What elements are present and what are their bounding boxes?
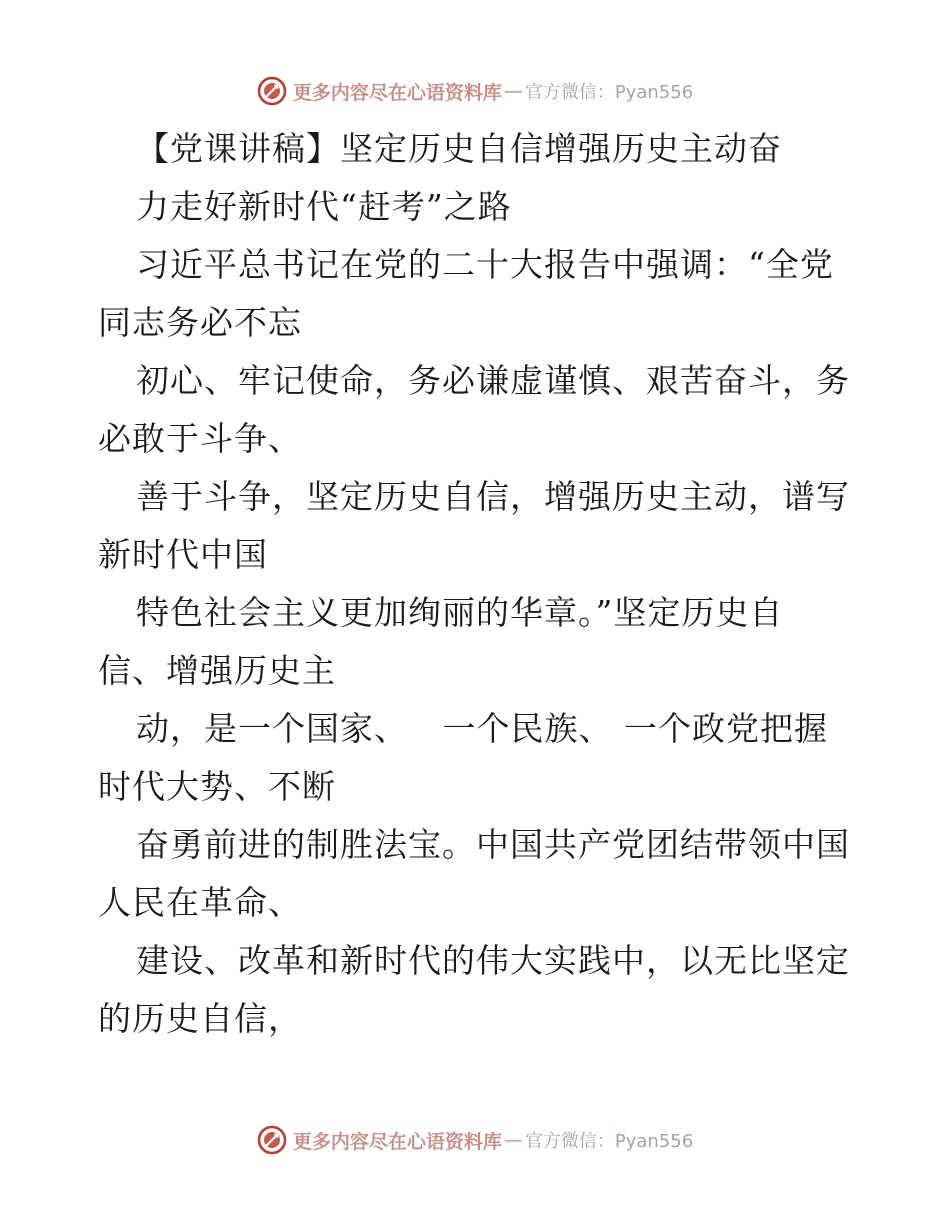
paragraph-line: 建设、改革和新时代的伟大实践中，以无比坚定 [136, 941, 850, 980]
paragraph-line: 的历史自信， [98, 999, 302, 1038]
banner-wechat: 官方微信：Pyan556 [524, 1131, 694, 1152]
paragraph-line: 信、增强历史主 [98, 651, 336, 690]
paragraph-line: 奋勇前进的制胜法宝。中国共产党团结带领中国 [136, 825, 850, 864]
paragraph-line: 时代大势、不断 [98, 767, 336, 806]
header-banner [0, 71, 950, 111]
banner-wechat: 官方微信：Pyan556 [524, 82, 694, 103]
document-body [98, 120, 858, 1048]
paragraph-line: 人民在革命、 [98, 883, 302, 922]
paragraph-line: 新时代中国 [98, 535, 268, 574]
paragraph-line: 同志务必不忘 [98, 303, 302, 342]
paragraph-line: 初心、牢记使命，务必谦虚谨慎、艰苦奋斗，务 [136, 361, 850, 400]
brand-logo-icon [257, 1125, 287, 1155]
paragraph-line: 特色社会主义更加绚丽的华章。”坚定历史自 [136, 593, 784, 632]
brand-logo-icon [257, 76, 287, 106]
banner-title: 更多内容尽在心语资料库 [292, 1130, 502, 1153]
title-line-2: 力走好新时代“赶考”之路 [136, 187, 512, 226]
title-line-1: 【党课讲稿】坚定历史自信增强历史主动奋 [136, 129, 782, 168]
banner-title: 更多内容尽在心语资料库 [292, 81, 502, 104]
paragraph-line: 习近平总书记在党的二十大报告中强调：“全党 [136, 245, 834, 284]
paragraph-line: 必敢于斗争、 [98, 419, 302, 458]
paragraph-line: 善于斗争，坚定历史自信，增强历史主动，谱写 [136, 477, 850, 516]
banner-dash: — [503, 1129, 523, 1151]
paragraph-line: 动，是一个国家、 一个民族、 一个政党把握 [136, 709, 828, 748]
footer-banner [0, 1120, 950, 1160]
banner-dash: — [503, 80, 523, 102]
